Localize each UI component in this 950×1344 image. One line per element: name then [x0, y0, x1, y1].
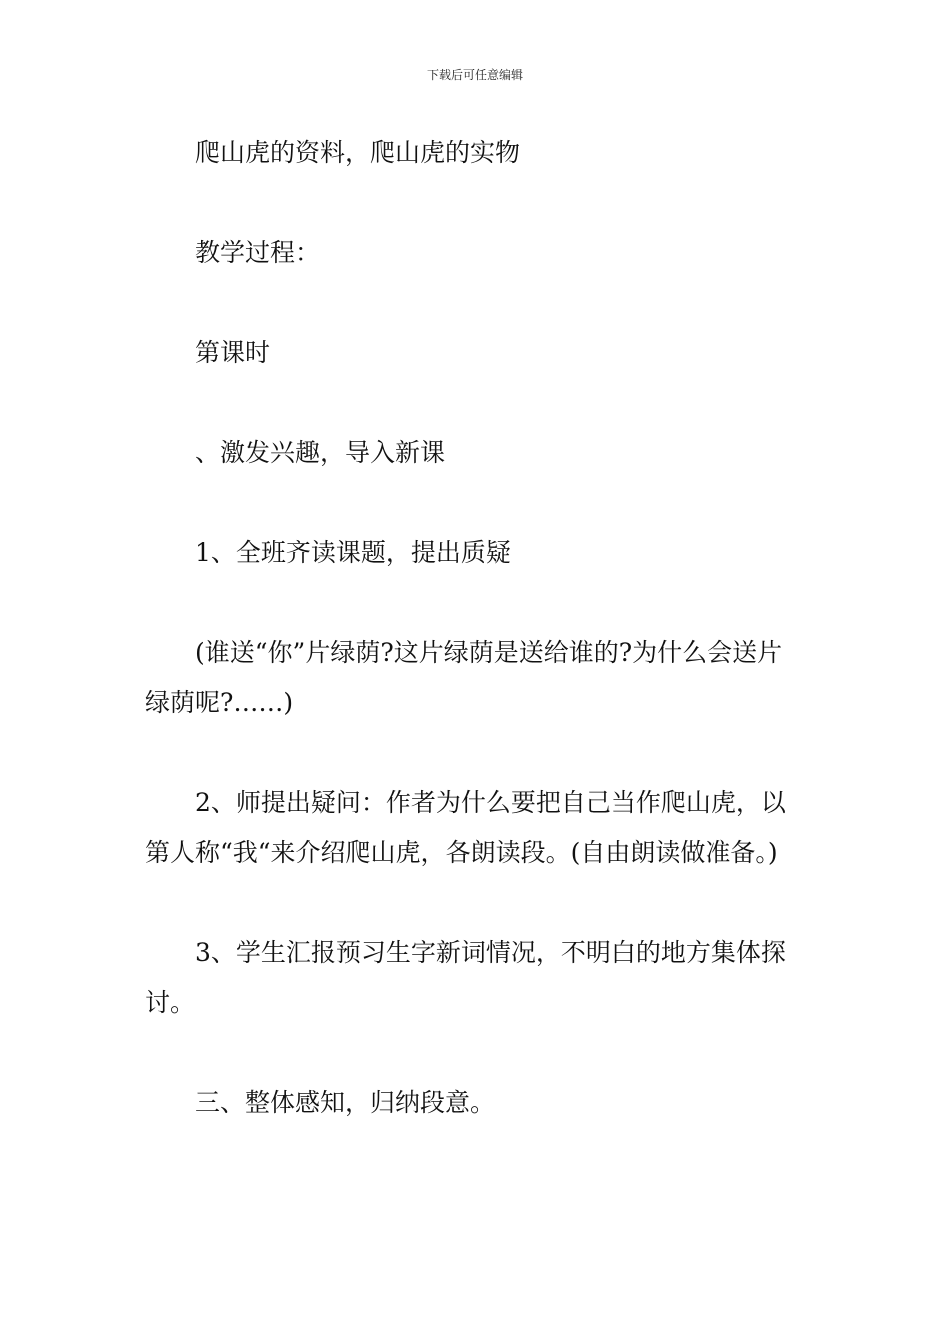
paragraph-section-intro: 、激发兴趣，导入新课 — [195, 438, 446, 467]
paragraph-step-1: 1、全班齐读课题，提出质疑 — [195, 538, 511, 567]
paragraph-lesson-heading: 第课时 — [195, 338, 271, 367]
paragraph-step-2: 2、师提出疑问：作者为什么要把自己当作爬山虎，以第人称“我“来介绍爬山虎，各朗读段。(自由朗读做准备。) — [145, 788, 786, 867]
page-header: 下载后可任意编辑 — [426, 68, 523, 82]
paragraph-step-3: 3、学生汇报预习生字新词情况，不明白的地方集体探讨。 — [145, 938, 786, 1017]
paragraph-questions: (谁送“你”片绿荫?这片绿荫是送给谁的?为什么会送片绿荫呢?……) — [145, 638, 783, 717]
paragraph-materials: 爬山虎的资料，爬山虎的实物 — [195, 138, 521, 167]
paragraph-process-heading: 教学过程： — [195, 238, 321, 267]
document-body — [145, 128, 807, 1178]
paragraph-section-three: 三、整体感知，归纳段意。 — [195, 1088, 496, 1117]
